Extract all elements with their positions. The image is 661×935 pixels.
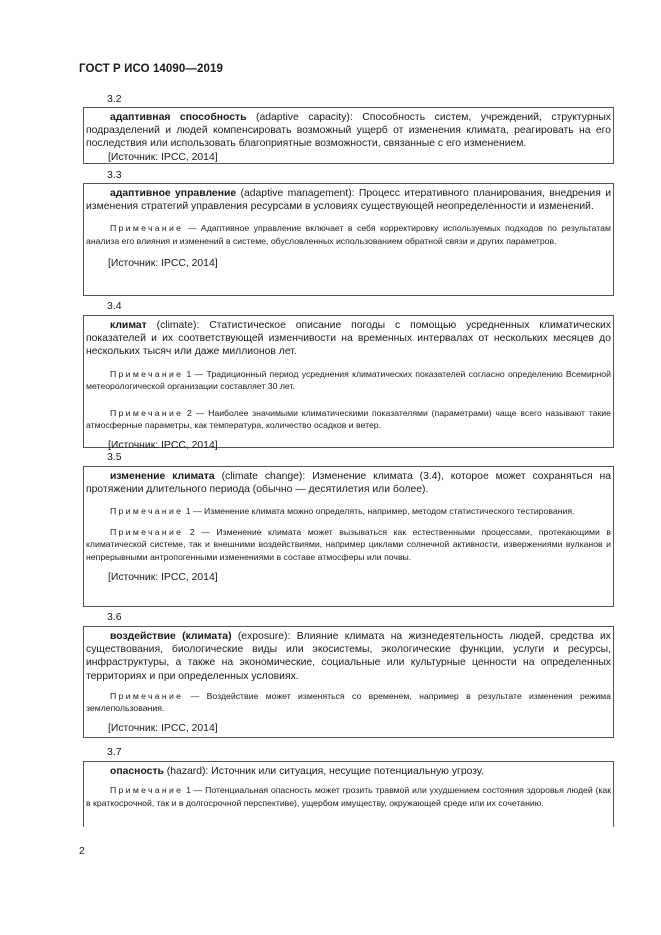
note: [84, 526, 613, 564]
note-label: Примечание: [110, 407, 184, 418]
note-label: Примечание: [110, 368, 184, 379]
note: [84, 222, 613, 247]
term-entry: [83, 183, 614, 296]
source: [Источник: IPCC, 2014]: [108, 722, 218, 734]
term-english: (hazard):: [163, 766, 212, 777]
definition: [84, 630, 613, 683]
definition-text: Процесс итеративного планирования, внедрения и изменения стратегий управления ресурсами в условиях существующей неопределенности и изменений.: [86, 188, 612, 213]
term-entry: [83, 466, 614, 607]
note: [84, 368, 613, 393]
note-label: Примечание: [110, 785, 184, 796]
note-label: Примечание: [110, 506, 184, 517]
source: [Источник: IPCC, 2014]: [108, 439, 218, 451]
term-english: (exposure):: [231, 631, 297, 642]
term: адаптивное управление: [110, 188, 237, 199]
entry-number: 3.6: [107, 611, 122, 623]
term-entry: [83, 315, 614, 451]
note: [84, 505, 613, 518]
note: [84, 690, 613, 715]
term: адаптивная способность: [110, 112, 247, 123]
term-entry: [83, 761, 614, 827]
definition-text: Статистическое описание погоды с помощью усредненных климатических показателей и их соответствующей изменчивости на временных интервалах от нескольких месяцев до нескольких тысяч или даже миллионов лет.: [86, 320, 611, 358]
term-english: (climate):: [146, 320, 210, 331]
term-english: (adaptive management):: [236, 188, 359, 199]
note: [84, 784, 613, 809]
source: [Источник: IPCC, 2014]: [108, 151, 218, 163]
note-label: Примечание: [110, 223, 184, 234]
note-label: Примечание: [110, 526, 184, 537]
term-english: (climate change):: [214, 471, 313, 482]
definition-text: Источник или ситуация, несущие потенциальную угрозу.: [211, 766, 484, 777]
definition: [84, 187, 613, 213]
term: опасность: [110, 766, 164, 777]
term-entry: [83, 107, 614, 164]
note-text: — Адаптивное управление включает в себя корректировку используемых подходов по результатам анализа его влияния и изменений в системе, обусловленных использованием обратной связи и других параметров.: [86, 223, 611, 246]
note-label: Примечание: [110, 690, 184, 701]
entry-number: 3.4: [107, 300, 122, 312]
term-entry: [83, 626, 614, 738]
page-number: 2: [79, 845, 85, 857]
note-text: 1 — Потенциальная опасность может грозить травмой или ухудшением состояния здоровья людей (как в краткосрочной, так и в долгосрочной перспективе), ущербом имуществу, окружающей среде или их сочетанию.: [86, 785, 611, 808]
entry-number: 3.2: [107, 93, 122, 105]
entry-number: 3.3: [107, 169, 122, 181]
definition-text: Влияние климата на жизнедеятельность людей, средства их существования, биологические виды или экосистемы, экологические функции, услуги и ресурсы, инфраструктуры, а также на экономические, социальные или культурные ценности на определенных территориях и при определенных условиях.: [86, 631, 611, 682]
definition: [84, 470, 613, 496]
source: [Источник: IPCC, 2014]: [108, 572, 218, 584]
definition: [84, 319, 613, 359]
definition: [84, 765, 613, 778]
note-text: — Воздействие может изменяться со временем, например в результате изменения режима землепользования.: [86, 690, 611, 714]
term: воздействие (климата): [110, 631, 232, 642]
term-english: (adaptive capacity):: [246, 112, 363, 123]
note-text: 1 — Традиционный период усреднения климатических показателей согласно определению Всемирной метеорологической организации составляет 30 лет.: [86, 368, 611, 392]
term: климат: [110, 320, 147, 331]
source: [Источник: IPCC, 2014]: [108, 258, 218, 270]
entry-number: 3.7: [107, 746, 122, 758]
document-header: ГОСТ Р ИСО 14090—2019: [79, 63, 224, 75]
definition: [84, 111, 613, 151]
entry-number: 3.5: [107, 451, 122, 463]
note: [84, 407, 613, 432]
note-text: 2 — Изменение климата может вызываться как естественными процессами, протекающими в климатической системе, так и внешними воздействиями, например циклами солнечной активности, извержениями вулканов и непрерывными антропогенными изменениями в составе атмосферы или почвы.: [86, 526, 611, 562]
definition-text: Изменение климата (3.4), которое может сохраняться на протяжении длительного периода (обычно — десятилетия или более).: [86, 471, 611, 496]
note-text: 1 — Изменение климата можно определять, например, методом статистического тестирования.: [183, 506, 575, 517]
definition-text: Способность систем, учреждений, структурных подразделений и людей компенсировать возможный ущерб от изменения климата, реагировать на его последствия или использовать благоприятные возможности, связанные с его изменением.: [86, 112, 611, 150]
term: изменение климата: [110, 471, 215, 482]
note-text: 2 — Наиболее значимыми климатическими показателями (параметрами) чаще всего называют такие атмосферные параметры, как температура, количество осадков и ветер.: [86, 407, 611, 431]
